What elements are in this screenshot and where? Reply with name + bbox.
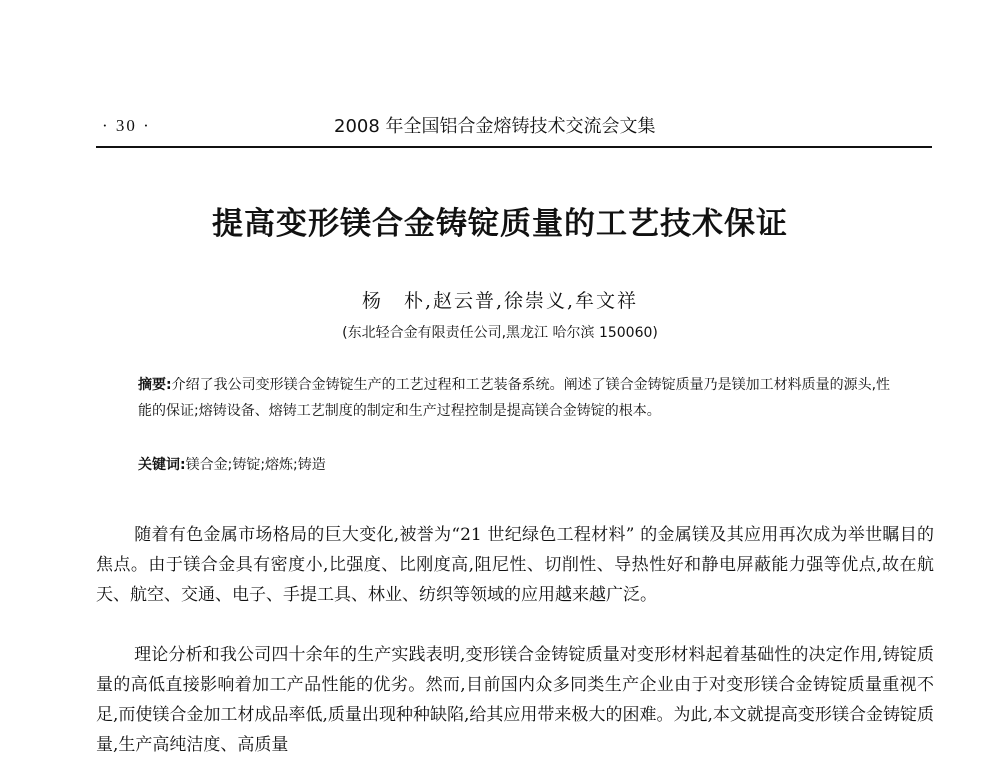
abstract bbox=[138, 372, 894, 424]
running-header bbox=[96, 112, 932, 148]
affiliation: (东北轻合金有限责任公司,黑龙江 哈尔滨 150060) bbox=[342, 325, 658, 341]
abstract-label: 摘要: bbox=[138, 377, 172, 393]
journal-title: 2008 年全国铝合金熔铸技术交流会文集 bbox=[334, 116, 656, 137]
abstract-text: 介绍了我公司变形镁合金铸锭生产的工艺过程和工艺装备系统。阐述了镁合金铸锭质量乃是镁加工材料质量的源头,性能的保证;熔铸设备、熔铸工艺制度的制定和生产过程控制是提高镁合金铸锭的根本。 bbox=[138, 377, 891, 419]
page-number: · 30 · bbox=[102, 116, 151, 135]
paper-title: 提高变形镁合金铸锭质量的工艺技术保证 bbox=[212, 206, 788, 242]
body-paragraph-1 bbox=[96, 520, 934, 610]
keywords-label: 关键词: bbox=[138, 457, 186, 473]
keywords bbox=[138, 454, 894, 474]
keywords-text: 镁合金;铸锭;熔炼;铸造 bbox=[185, 457, 326, 473]
body-paragraph-2 bbox=[96, 640, 934, 760]
body-paragraph-1-text: 随着有色金属市场格局的巨大变化,被誉为“21 世纪绿色工程材料” 的金属镁及其应用再次成为举世瞩目的焦点。由于镁合金具有密度小,比强度、比刚度高,阻尼性、切削性、导热性好和静电屏蔽能力强等优点,故在航天、航空、交通、电子、手提工具、林业、纺织等领域的应用越来越广泛。 bbox=[96, 525, 934, 605]
body-paragraph-2-text: 理论分析和我公司四十余年的生产实践表明,变形镁合金铸锭质量对变形材料起着基础性的决定作用,铸锭质量的高低直接影响着加工产品性能的优劣。然而,目前国内众多同类生产企业由于对变形镁合金铸锭质量重视不足,而使镁合金加工材成品率低,质量出现种种缺陷,给其应用带来极大的困难。为此,本文就提高变形镁合金铸锭质量,生产高纯洁度、高质量 bbox=[96, 645, 934, 755]
authors: 杨 朴,赵云普,徐崇义,牟文祥 bbox=[361, 290, 639, 312]
